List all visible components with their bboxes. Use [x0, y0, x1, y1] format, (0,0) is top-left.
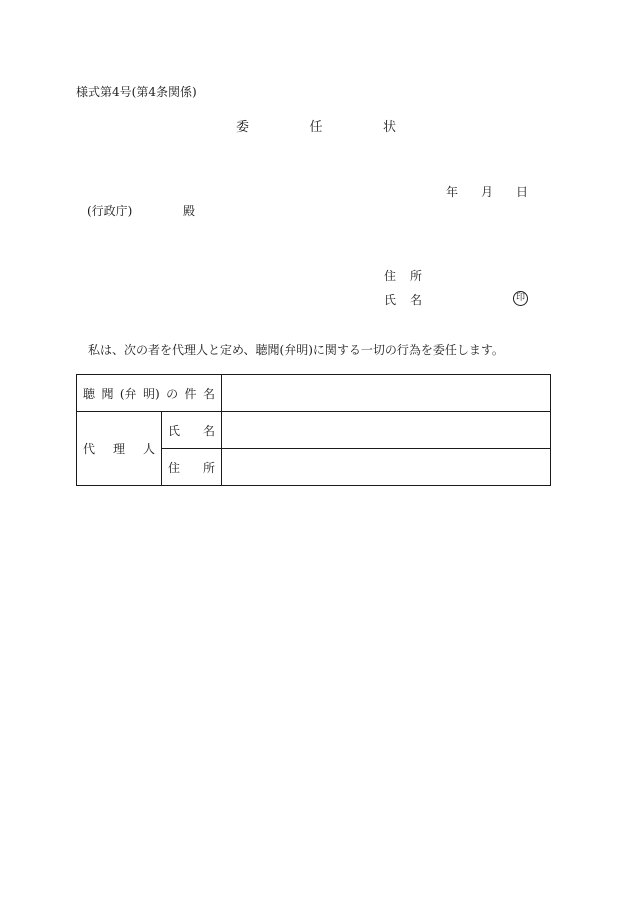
date-day: 日 [515, 185, 528, 199]
delegation-statement: 私は、次の者を代理人と定め、聴聞(弁明)に関する一切の行為を委任します。 [88, 343, 504, 357]
label-char: 明) [142, 386, 160, 401]
table-row [77, 412, 551, 449]
seal-mark: 印 [513, 291, 528, 306]
label-char: 住 [384, 269, 397, 283]
agent-address-label [162, 449, 222, 486]
addressee-honorific: 殿 [183, 204, 196, 218]
label-char: 名 [202, 386, 215, 401]
date-year: 年 [446, 185, 459, 199]
addressee-authority: (行政庁) [87, 204, 133, 218]
label-char: 所 [202, 460, 215, 475]
label-char: 住 [168, 460, 181, 475]
date-line [446, 185, 528, 199]
table-row [77, 375, 551, 412]
case-name-label [77, 375, 222, 412]
label-char: の [166, 386, 179, 401]
label-char: 聴 [83, 386, 96, 401]
label-char: 氏 [168, 423, 181, 438]
agent-name-field[interactable] [222, 412, 551, 449]
label-char: 名 [202, 423, 215, 438]
label-char: 氏 [384, 293, 397, 307]
delegation-table [76, 374, 551, 486]
label-char: 名 [409, 293, 422, 307]
label-char: 件 [184, 386, 197, 401]
document-title [236, 121, 396, 135]
case-name-field[interactable] [222, 375, 551, 412]
title-char: 委 [236, 120, 250, 135]
label-char: 聞 [101, 386, 114, 401]
form-number: 様式第4号(第4条関係) [76, 85, 197, 99]
principal-address-label [384, 269, 422, 283]
label-char: 人 [142, 442, 155, 456]
date-month: 月 [480, 185, 493, 199]
agent-label [77, 412, 162, 486]
label-char: 理 [112, 442, 125, 456]
principal-name-label [384, 293, 422, 307]
agent-name-label [162, 412, 222, 449]
label-char: 代 [83, 442, 96, 456]
label-char: (弁 [119, 386, 137, 401]
label-char: 所 [409, 269, 422, 283]
title-char: 状 [382, 120, 396, 135]
agent-address-field[interactable] [222, 449, 551, 486]
title-char: 任 [309, 120, 323, 135]
